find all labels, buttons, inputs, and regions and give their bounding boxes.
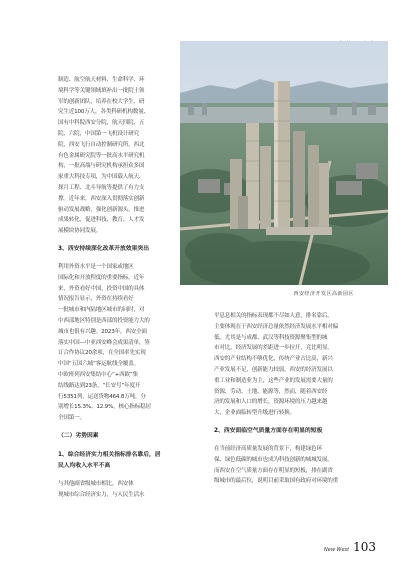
paragraph-line: 究生近100万人，各类科研机构数量、: [58, 109, 149, 116]
paragraph-line: 探月工程、北斗导航等提供了有力支: [58, 184, 145, 191]
paragraph-line: 级城市的最后位，说明目前采取国有政府对环境的重: [214, 478, 339, 485]
left-column: [58, 75, 166, 501]
paragraph-line: 情况报告显示，外资在持续看好: [58, 296, 134, 303]
paragraph-line: 展模块协同发展。: [58, 228, 102, 235]
paragraph-line: 保、绿色低碳的城市也成为科技创新的城城发展。: [214, 456, 333, 463]
left-paragraph-2: [58, 262, 166, 424]
paragraph-line: 构，一批高端与研究机构承担众多国: [58, 163, 145, 170]
paragraph-line: 国有中科院西安分院，航天四院、五: [58, 120, 145, 127]
paragraph-line: 驱动发展战略，强化创新源头，推进: [58, 206, 145, 213]
paragraph-line: 行5351列，运送货物464.8万吨，分: [58, 393, 146, 400]
paragraph-line: 重工业和制造业为主，这些产业的发展需要大量的: [214, 377, 333, 384]
paragraph-gap: [214, 419, 374, 425]
paragraph-line: 院、六院，中国第一飞机设计研究: [58, 130, 139, 137]
paragraph-line: 中西部地区特别是西部的投资能力大的: [58, 317, 150, 324]
paragraph-line: 家重大科技专项，为中国载人航天、: [58, 174, 145, 181]
paragraph-line: 订合作协议20余项，在全国率先实现: [58, 350, 146, 357]
subheading-economic-strength: 1、综合经济实力相关指标排名靠后，居民人均收入水平不高: [58, 451, 161, 469]
right-paragraph-1: [214, 311, 374, 419]
paragraph-line: 成果转化，促进科技、教育、人才发: [58, 217, 145, 224]
subheading-air-quality: 2、西安面临空气质量方面存在明显的短板: [214, 427, 323, 434]
magazine-name: New West: [324, 547, 350, 553]
paragraph-line: 院，西安飞行自动控制研究所，西北: [58, 141, 145, 148]
paragraph-line: 有色金属研究院等一批高水平研究机: [58, 152, 145, 159]
paragraph-line: 大，企业面临转型升级进行转换。: [214, 410, 295, 417]
city-skyline-photo: [180, 41, 388, 285]
paragraph-gap: [58, 424, 166, 430]
left-paragraph-1: [58, 75, 166, 237]
paragraph-line: 落实中国—中亚西安峰会成果清单，签: [58, 339, 150, 346]
page-number: 103: [353, 540, 376, 554]
paragraph-line: 来，外资看好中国，投资中国的具体: [58, 285, 145, 292]
subheading-reform-opening: 3、西安持续深化改革开放效果突出: [58, 245, 149, 252]
paragraph-line: 结线路达到23条，“长安号”年度开: [58, 382, 141, 389]
paragraph-line: 西安的产业结构不够优化，传统产业占比高，新兴: [214, 356, 333, 363]
paragraph-line: 产业发展不足，创新能力较弱，西安的经济发展以: [214, 366, 333, 373]
paragraph-line: 军的创新团队，培养在校大学生、研: [58, 98, 145, 105]
paragraph-line: 撑。近年来，西安深入贯彻落实创新: [58, 195, 145, 202]
paragraph-line: 在当前经济高质量发展的背景下，构建绿色环: [214, 445, 322, 452]
paragraph-line: 平息息相关的指标表现都不尽如人意，排名靠后。: [214, 313, 333, 319]
paragraph-line: 制造、航空航天材料、生命科学、环: [58, 77, 145, 83]
subheading-disadvantages: （二）劣势因素: [58, 432, 99, 439]
paragraph-gap: [58, 237, 166, 243]
paragraph-line: 别增长15.3%、12.9%，核心指标稳居: [58, 404, 151, 411]
paragraph-line: 国际化和开放程度的重要指标。近年: [58, 274, 145, 281]
paragraph-line: 利用外资水平是一个国家或地区: [58, 263, 134, 270]
paragraph-line: 与其他副省级城市相比，西安体: [58, 480, 134, 487]
right-column: [214, 311, 374, 487]
left-paragraph-3: [58, 479, 166, 501]
paragraph-line: 中欧班列西安集结中心“+西欧”集: [58, 371, 139, 378]
photo-caption: 西安经济开发区高新园区: [293, 291, 354, 297]
paragraph-line: 城市也很有兴趣。2023年，西安全面: [58, 328, 147, 335]
paragraph-gap: [58, 443, 166, 449]
paragraph-line: 全国第一。: [58, 415, 85, 422]
paragraph-line: 中国“五国六城”客运航线全覆盖。: [58, 361, 139, 368]
paragraph-line: 而西安在空气质量方面存在明显的短板，排在副省: [214, 467, 333, 474]
paragraph-line: 市对比，经济发展的差距进一步拉开，竞比明显。: [214, 345, 333, 352]
paragraph-line: 主要体现在于西安经济总量依然经济发展水平相对偏: [214, 323, 339, 330]
right-paragraph-2: [214, 444, 374, 487]
paragraph-line: 现城市综合经济实力，与人民生活水: [58, 491, 145, 498]
paragraph-line: 境科学等关键领域填补出一批院士领: [58, 87, 145, 94]
paragraph-line: 一批城市和内陆地区城市的同时，对: [58, 307, 145, 314]
paragraph-line: 资源、劳动、土地、能源等，然而，随着西安经: [214, 388, 328, 395]
paragraph-line: 济的发展和人口的增长，资源环境的压力越来越: [214, 399, 328, 406]
page-footer: [324, 540, 376, 554]
paragraph-line: 低。尤其是与成都、武汉等科技资源聚集型的城: [214, 334, 328, 341]
